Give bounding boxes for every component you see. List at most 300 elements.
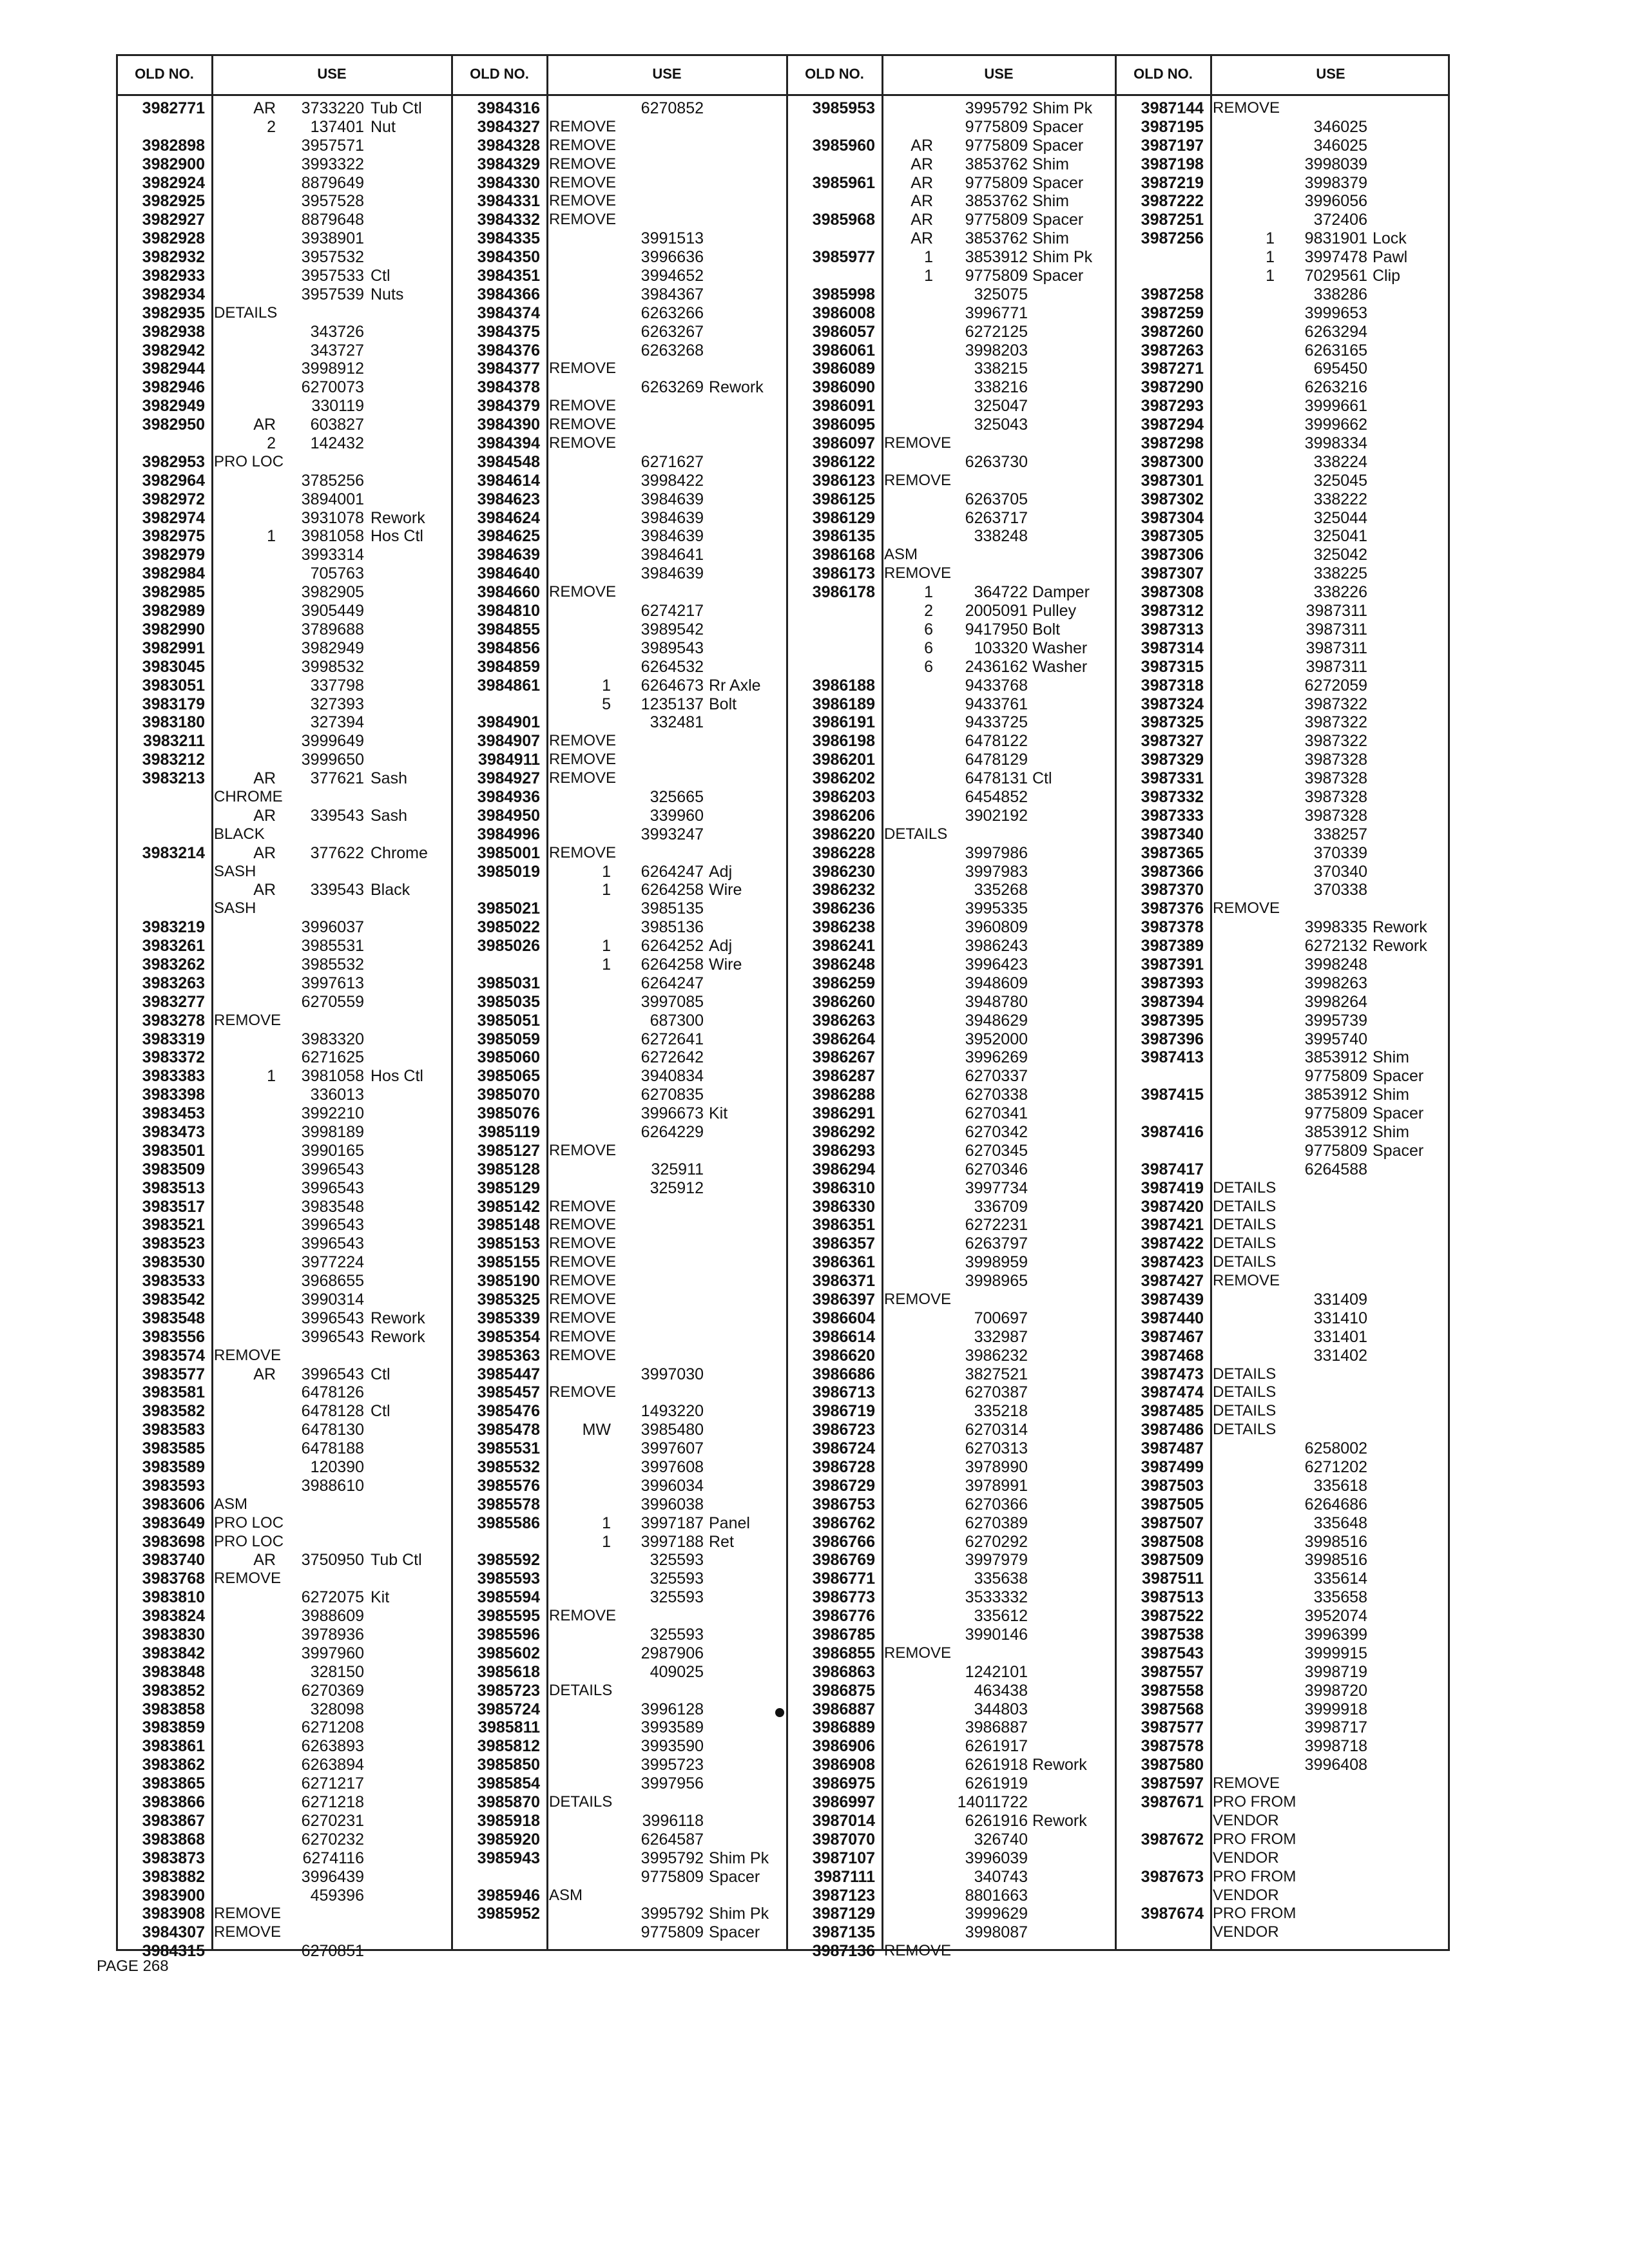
table-row [1115, 639, 1450, 658]
new-part-number: 3999649 [301, 732, 364, 751]
old-number: 3986191 [812, 713, 875, 732]
old-number: 3987508 [1141, 1532, 1204, 1551]
old-number: 3987558 [1141, 1681, 1204, 1700]
new-part-number: 6270559 [301, 992, 364, 1011]
new-part-number: 6264258 [641, 955, 704, 974]
status-note: DETAILS [1213, 1178, 1277, 1196]
table-row [1115, 863, 1450, 881]
table-row [1115, 472, 1450, 490]
new-part-number: 3992210 [301, 1104, 364, 1123]
table-row [451, 267, 786, 285]
part-description: Spacer [1373, 1067, 1424, 1086]
old-number: 3982924 [142, 173, 205, 192]
table-row [786, 397, 1115, 416]
new-part-number: 6264587 [641, 1830, 704, 1849]
table-row [1115, 267, 1450, 285]
new-part-number: 6272231 [965, 1216, 1028, 1235]
new-part-number: 325912 [650, 1178, 704, 1197]
new-part-number: 3985480 [641, 1421, 704, 1439]
part-description: Shim Pk [1032, 248, 1093, 267]
old-number: 3986719 [812, 1402, 875, 1421]
quantity: AR [911, 192, 933, 211]
new-part-number: 6270337 [965, 1067, 1028, 1086]
table-row [786, 899, 1115, 918]
new-part-number: 3995792 [965, 99, 1028, 117]
old-number: 3986291 [812, 1104, 875, 1123]
table-row [1115, 509, 1450, 528]
table-row [786, 1291, 1115, 1309]
new-part-number: 6478188 [301, 1439, 364, 1458]
table-row [1115, 1682, 1450, 1700]
table-row [116, 1831, 451, 1849]
table-row [451, 1626, 786, 1644]
new-part-number: 2005091 [965, 602, 1028, 620]
table-row [116, 416, 451, 434]
status-note: PRO LOC [214, 1532, 284, 1550]
table-row [451, 993, 786, 1012]
table-row [1115, 1123, 1450, 1142]
table-row [1115, 1644, 1450, 1663]
table-row [116, 564, 451, 583]
old-number: 3983593 [142, 1476, 205, 1495]
table-row [451, 1495, 786, 1514]
new-part-number: 377621 [310, 769, 364, 788]
table-row [451, 788, 786, 807]
old-number: 3987259 [1141, 303, 1204, 322]
table-row [451, 527, 786, 546]
old-number: 3985076 [477, 1104, 540, 1123]
table-row [116, 1086, 451, 1104]
new-part-number: 3983548 [301, 1197, 364, 1216]
old-number: 3985190 [477, 1272, 540, 1291]
table-row [451, 677, 786, 695]
table-row [786, 1756, 1115, 1774]
old-number: 3986090 [812, 378, 875, 397]
table-row [786, 677, 1115, 695]
part-description: Rework [1373, 918, 1427, 937]
table-row [116, 881, 451, 899]
table-row [116, 1923, 451, 1942]
new-part-number: 3853762 [965, 155, 1028, 173]
status-note: REMOVE [1213, 1774, 1280, 1792]
table-row [1115, 658, 1450, 677]
new-part-number: 325047 [974, 397, 1028, 416]
table-row [116, 602, 451, 620]
old-number: 3983214 [142, 843, 205, 862]
new-part-number: 3853762 [965, 192, 1028, 211]
table-row [116, 99, 451, 118]
old-number: 3987499 [1141, 1458, 1204, 1477]
table-row [786, 174, 1115, 193]
table-row [786, 1923, 1115, 1942]
table-row [116, 360, 451, 378]
table-row [116, 807, 451, 825]
old-number: 3984351 [477, 267, 540, 285]
old-number: 3985946 [477, 1886, 540, 1905]
table-row [1115, 174, 1450, 193]
new-part-number: 3981058 [301, 527, 364, 546]
table-row [786, 1309, 1115, 1328]
new-part-number: 6263717 [965, 508, 1028, 527]
new-part-number: 6264258 [641, 881, 704, 899]
table-row [786, 918, 1115, 937]
old-number: 3987318 [1141, 676, 1204, 695]
part-description: Shim [1373, 1122, 1409, 1141]
old-number: 3987486 [1141, 1421, 1204, 1439]
table-row [116, 285, 451, 304]
table-row [786, 472, 1115, 490]
part-description: Nut [371, 117, 396, 136]
table-row [1115, 1700, 1450, 1719]
old-number: 3986178 [812, 583, 875, 602]
table-row [451, 1216, 786, 1235]
part-description: Adj [709, 862, 733, 881]
old-number: 3987671 [1141, 1793, 1204, 1812]
old-number: 3985478 [477, 1421, 540, 1439]
table-row [451, 1347, 786, 1365]
table-row [116, 509, 451, 528]
old-number: 3987198 [1141, 155, 1204, 173]
new-part-number: 3998248 [1304, 955, 1367, 974]
table-row [451, 1198, 786, 1216]
old-number: 3986288 [812, 1086, 875, 1104]
new-part-number: 3997030 [641, 1365, 704, 1383]
old-number: 3983740 [142, 1551, 205, 1570]
table-row [116, 1439, 451, 1458]
new-part-number: 3996543 [301, 1216, 364, 1235]
old-number: 3985812 [477, 1737, 540, 1756]
table-row [451, 118, 786, 137]
old-number: 3983453 [142, 1104, 205, 1123]
status-note: REMOVE [549, 360, 617, 378]
new-part-number: 3986243 [965, 937, 1028, 956]
table-row [786, 658, 1115, 677]
old-number: 3982927 [142, 211, 205, 229]
table-row [116, 1887, 451, 1905]
old-number: 3986206 [812, 806, 875, 825]
table-row [1115, 1402, 1450, 1421]
old-number: 3987302 [1141, 490, 1204, 508]
new-part-number: 3998965 [965, 1272, 1028, 1291]
table-row [786, 1868, 1115, 1887]
table-row [116, 1626, 451, 1644]
new-part-number: 6264673 [641, 676, 704, 695]
new-part-number: 328150 [310, 1662, 364, 1681]
new-part-number: 346025 [1313, 117, 1367, 136]
table-row [116, 1588, 451, 1607]
old-number: 3982984 [142, 564, 205, 583]
table-row [1115, 713, 1450, 732]
old-number: 3985854 [477, 1774, 540, 1793]
new-part-number: 6263893 [301, 1737, 364, 1756]
new-part-number: 370338 [1313, 881, 1367, 899]
new-part-number: 335218 [974, 1402, 1028, 1421]
new-part-number: 9775809 [641, 1923, 704, 1942]
status-note: REMOVE [549, 583, 617, 601]
new-part-number: 9775809 [965, 136, 1028, 155]
table-row [116, 956, 451, 974]
old-number: 3985022 [477, 918, 540, 937]
new-part-number: 6270835 [641, 1086, 704, 1104]
new-part-number: 6261919 [965, 1774, 1028, 1793]
table-row [786, 1421, 1115, 1439]
new-part-number: 1235137 [641, 695, 704, 713]
new-part-number: 3996056 [1304, 192, 1367, 211]
status-note: REMOVE [549, 211, 617, 229]
table-row [116, 397, 451, 416]
table-row [1115, 1328, 1450, 1347]
old-number: 3983548 [142, 1309, 205, 1327]
table-row [116, 174, 451, 193]
new-part-number: 3957528 [301, 192, 364, 211]
table-row [451, 416, 786, 434]
new-part-number: 3984639 [641, 527, 704, 546]
new-part-number: 6261918 [965, 1756, 1028, 1774]
new-part-number: 325593 [650, 1588, 704, 1607]
new-part-number: 3998039 [1304, 155, 1367, 173]
table-row [1115, 1905, 1450, 1923]
new-part-number: 3988609 [301, 1607, 364, 1626]
old-number: 3985447 [477, 1365, 540, 1383]
table-row [451, 1718, 786, 1737]
new-part-number: 3998335 [1304, 918, 1367, 937]
section-header [451, 54, 786, 96]
old-number: 3987509 [1141, 1551, 1204, 1570]
old-number: 3983051 [142, 676, 205, 695]
part-description: Rework [1373, 937, 1427, 956]
old-number: 3983319 [142, 1030, 205, 1048]
table-row [1115, 1756, 1450, 1774]
new-part-number: 339543 [310, 881, 364, 899]
status-note: REMOVE [549, 1216, 617, 1234]
new-part-number: 338225 [1313, 564, 1367, 583]
new-part-number: 3998717 [1304, 1718, 1367, 1737]
table-row [786, 788, 1115, 807]
new-part-number: 3990146 [965, 1626, 1028, 1644]
old-number: 3987308 [1141, 583, 1204, 602]
old-number: 3982942 [142, 341, 205, 360]
old-number: 3985060 [477, 1048, 540, 1067]
part-description: Shim [1373, 1086, 1409, 1104]
status-note: REMOVE [549, 434, 617, 452]
new-part-number: 14011722 [957, 1793, 1028, 1812]
table-row [1115, 378, 1450, 397]
table-row [786, 211, 1115, 229]
old-number: 3985531 [477, 1439, 540, 1458]
quantity: 1 [1266, 229, 1275, 248]
old-number: 3983213 [142, 769, 205, 788]
quantity: AR [911, 211, 933, 229]
part-description: Sash [371, 806, 407, 825]
part-description: Spacer [1032, 173, 1084, 192]
old-number: 3983473 [142, 1122, 205, 1141]
old-number: 3984639 [477, 546, 540, 564]
table-row [1115, 1663, 1450, 1682]
old-number: 3984328 [477, 136, 540, 155]
old-number: 3984374 [477, 303, 540, 322]
quantity: AR [911, 229, 933, 248]
table-row [786, 1588, 1115, 1607]
new-part-number: 325665 [650, 787, 704, 806]
new-part-number: 335612 [974, 1607, 1028, 1626]
old-number: 3983868 [142, 1830, 205, 1849]
old-number: 3982989 [142, 602, 205, 620]
new-part-number: 6271627 [641, 452, 704, 471]
table-row [451, 472, 786, 490]
new-part-number: 3993322 [301, 155, 364, 173]
old-number: 3983045 [142, 657, 205, 676]
status-note: ASM [549, 1886, 583, 1904]
status-note: REMOVE [549, 1141, 617, 1159]
header-use: USE [317, 66, 347, 82]
new-part-number: 3985532 [301, 955, 364, 974]
table-row [1115, 229, 1450, 248]
part-description: Spacer [709, 1867, 760, 1886]
new-part-number: 3894001 [301, 490, 364, 508]
table-row [116, 844, 451, 863]
old-number: 3987298 [1141, 434, 1204, 453]
table-row [451, 155, 786, 174]
table-row [116, 1718, 451, 1737]
table-row [451, 1831, 786, 1849]
old-number: 3985001 [477, 843, 540, 862]
new-part-number: 3998720 [1304, 1681, 1367, 1700]
part-description: Adj [709, 937, 733, 956]
table-row [1115, 1253, 1450, 1272]
new-part-number: 3993247 [641, 825, 704, 843]
new-part-number: 6263267 [641, 322, 704, 341]
part-description: Kit [371, 1588, 390, 1607]
new-part-number: 6264686 [1304, 1495, 1367, 1514]
old-number: 3985602 [477, 1644, 540, 1662]
table-row [451, 1663, 786, 1682]
new-part-number: 3994652 [641, 267, 704, 285]
table-row [1115, 695, 1450, 714]
old-number: 3985457 [477, 1383, 540, 1402]
quantity: 1 [602, 1532, 611, 1551]
table-row [116, 1104, 451, 1123]
new-part-number: 3995335 [965, 899, 1028, 918]
old-number: 3984376 [477, 341, 540, 360]
new-part-number: 3984641 [641, 546, 704, 564]
table-row [116, 1905, 451, 1923]
new-part-number: 3996439 [301, 1867, 364, 1886]
table-row [786, 1439, 1115, 1458]
table-row [116, 341, 451, 360]
part-description: Ret [709, 1532, 734, 1551]
old-number: 3987396 [1141, 1030, 1204, 1048]
status-note: REMOVE [884, 1644, 952, 1662]
old-number: 3986330 [812, 1197, 875, 1216]
table-row [1115, 1198, 1450, 1216]
status-note: BLACK [214, 825, 265, 843]
old-number: 3983583 [142, 1421, 205, 1439]
new-part-number: 3996034 [641, 1476, 704, 1495]
table-row [116, 974, 451, 993]
old-number: 3986287 [812, 1067, 875, 1086]
old-number: 3985578 [477, 1495, 540, 1514]
table-row [1115, 807, 1450, 825]
new-part-number: 327394 [310, 713, 364, 732]
table-row [786, 1533, 1115, 1552]
old-number: 3985576 [477, 1476, 540, 1495]
new-part-number: 3998516 [1304, 1551, 1367, 1570]
status-note: DETAILS [1213, 1253, 1277, 1271]
old-number: 3983521 [142, 1216, 205, 1235]
new-part-number: 459396 [310, 1886, 364, 1905]
status-note: REMOVE [549, 1607, 617, 1625]
new-part-number: 3987311 [1306, 657, 1367, 676]
table-row [451, 1774, 786, 1793]
table-row [786, 1383, 1115, 1402]
new-part-number: 6272125 [965, 322, 1028, 341]
old-number: 3983858 [142, 1700, 205, 1718]
table-row [451, 602, 786, 620]
new-part-number: 3988610 [301, 1476, 364, 1495]
new-part-number: 3853912 [1304, 1048, 1367, 1067]
new-part-number: 6271208 [301, 1718, 364, 1737]
table-row [1115, 602, 1450, 620]
old-number: 3982898 [142, 136, 205, 155]
old-number: 3985870 [477, 1793, 540, 1812]
table-row [451, 1160, 786, 1179]
new-part-number: 9775809 [965, 211, 1028, 229]
table-row [786, 974, 1115, 993]
old-number: 3986168 [812, 546, 875, 564]
new-part-number: 6454852 [965, 787, 1028, 806]
table-row [451, 1607, 786, 1626]
new-part-number: 409025 [650, 1662, 704, 1681]
old-number: 3987324 [1141, 695, 1204, 713]
old-number: 3986361 [812, 1253, 875, 1272]
quantity: AR [253, 843, 276, 862]
old-number: 3987394 [1141, 992, 1204, 1011]
old-number: 3983261 [142, 937, 205, 956]
table-row [786, 137, 1115, 155]
status-note: PRO FROM [1213, 1905, 1296, 1923]
status-note: DETAILS [549, 1793, 613, 1811]
table-row [1115, 1439, 1450, 1458]
new-part-number: 338215 [974, 360, 1028, 378]
table-row [451, 1365, 786, 1384]
table-row [786, 304, 1115, 323]
new-part-number: 370339 [1313, 843, 1367, 862]
status-note: REMOVE [549, 136, 617, 154]
old-number: 3987366 [1141, 862, 1204, 881]
part-description: Hos Ctl [371, 527, 423, 546]
table-row [786, 1607, 1115, 1626]
new-part-number: 687300 [650, 1011, 704, 1030]
old-number: 3986097 [812, 434, 875, 453]
part-description: Spacer [1373, 1104, 1424, 1123]
table-row [1115, 99, 1450, 118]
table-row [786, 285, 1115, 304]
table-row [786, 583, 1115, 602]
table-row [451, 453, 786, 472]
new-part-number: 3987322 [1304, 713, 1367, 732]
new-part-number: 6478128 [301, 1402, 364, 1421]
table-row [116, 1142, 451, 1160]
old-number: 3987136 [812, 1942, 875, 1961]
new-part-number: 3996543 [301, 1178, 364, 1197]
old-number: 3987473 [1141, 1365, 1204, 1383]
table-row [786, 863, 1115, 881]
new-part-number: 339960 [650, 806, 704, 825]
new-part-number: 338226 [1313, 583, 1367, 602]
table-row [116, 937, 451, 956]
table-row [786, 248, 1115, 267]
status-note: REMOVE [1213, 99, 1280, 117]
